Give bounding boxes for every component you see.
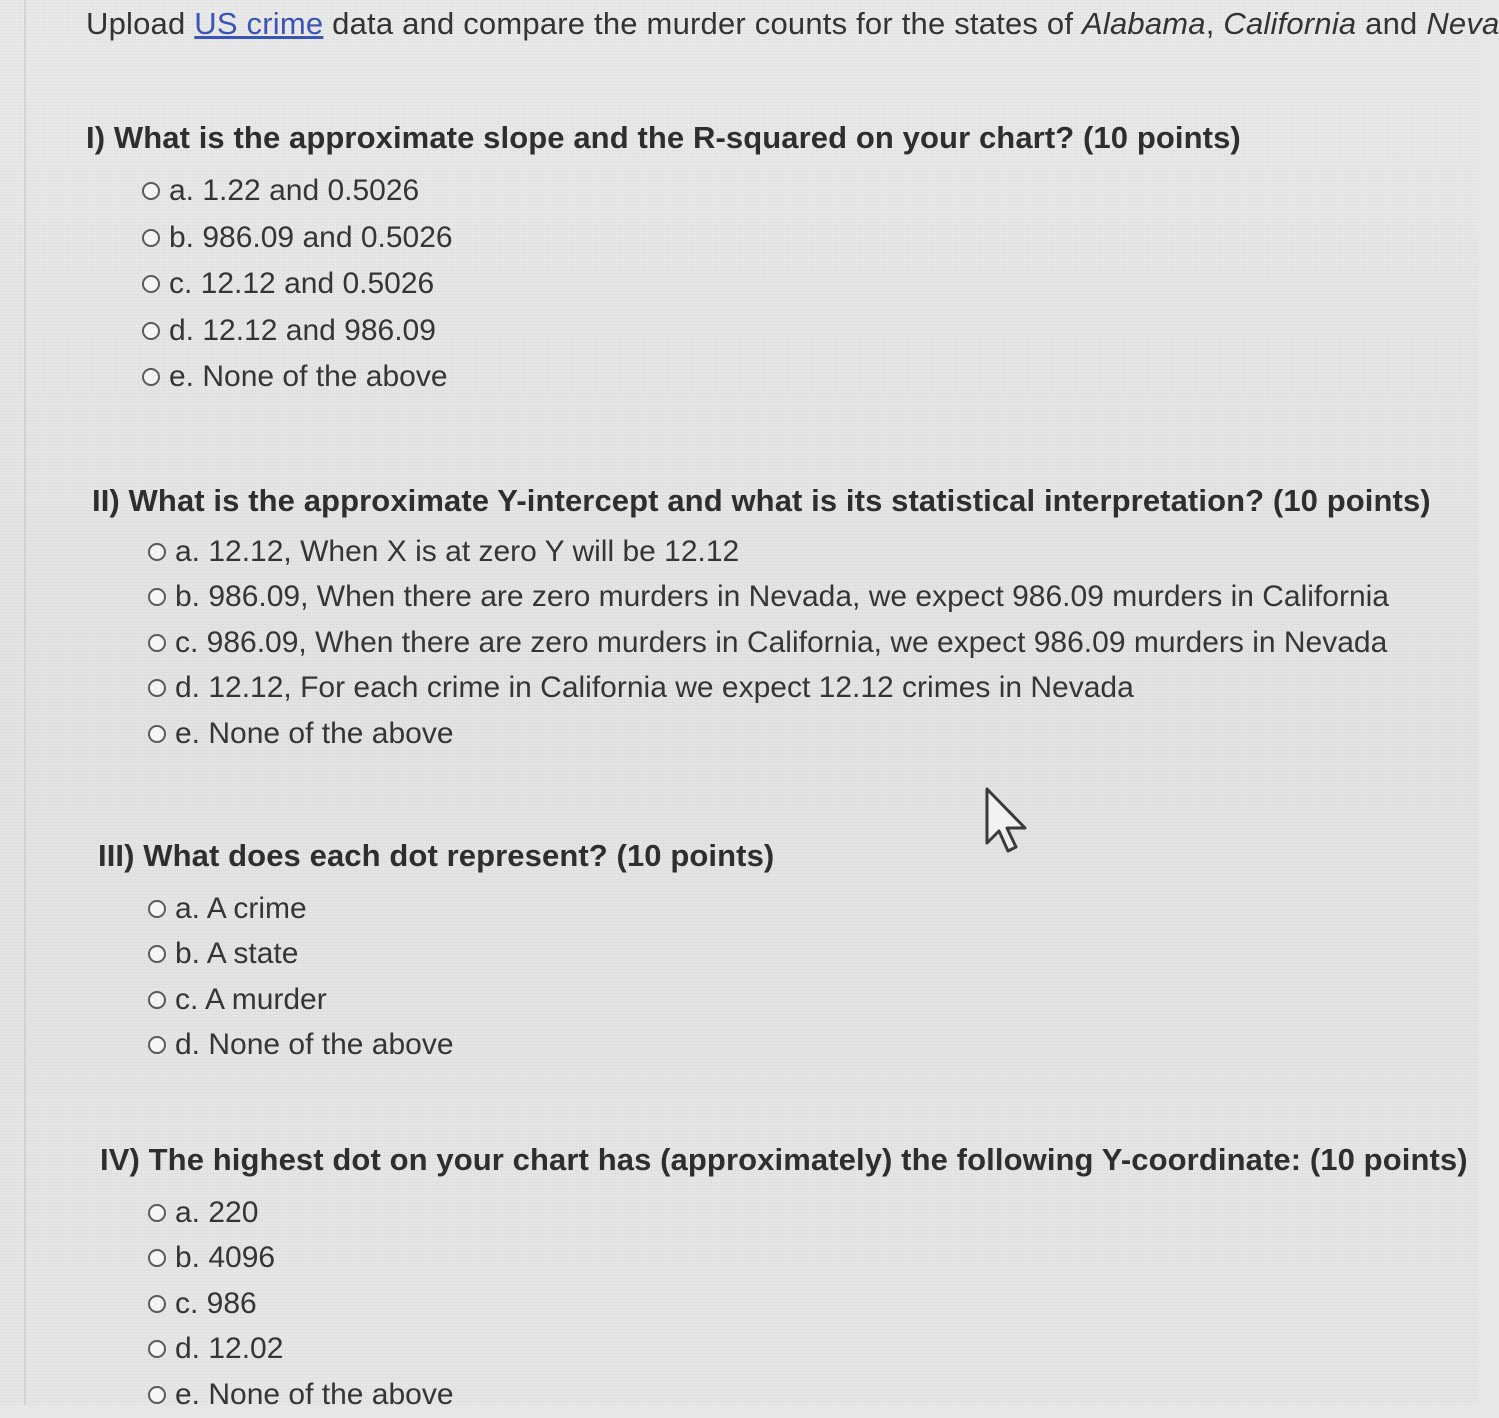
q2-option-e[interactable]	[148, 711, 1431, 757]
mouse-pointer-icon	[983, 787, 1033, 855]
question-3-options	[148, 886, 774, 1068]
question-3-title: III) What does each dot represent? (10 points)	[98, 838, 775, 873]
question-4	[100, 1142, 1468, 1418]
q3-option-c[interactable]	[148, 977, 774, 1023]
intro-separator: ,	[1205, 6, 1224, 41]
q4-option-a[interactable]	[148, 1190, 1468, 1236]
q2-option-a[interactable]	[148, 529, 1431, 575]
question-3	[98, 838, 774, 1068]
q1-option-d[interactable]	[142, 308, 1241, 355]
option-label: e. None of the above	[175, 716, 454, 750]
question-2-title: II) What is the approximate Y-intercept and what is its statistical interpretation? (10 points)	[92, 483, 1431, 518]
radio-button-icon[interactable]	[148, 900, 166, 918]
option-label: d. 12.12, For each crime in California we expect 12.12 crimes in Nevada	[175, 671, 1134, 705]
option-label: d. 12.12 and 986.09	[169, 313, 436, 347]
intro-prefix: Upload	[86, 6, 195, 41]
radio-button-icon[interactable]	[142, 182, 160, 200]
option-label: a. A crime	[175, 891, 307, 925]
radio-button-icon[interactable]	[148, 634, 166, 652]
option-label: b. A state	[175, 937, 299, 971]
q3-option-a[interactable]	[148, 886, 774, 932]
q4-option-b[interactable]	[148, 1236, 1468, 1282]
instructions-text	[86, 6, 1499, 42]
option-label: e. None of the above	[169, 360, 448, 394]
question-1-title: I) What is the approximate slope and the R-squared on your chart? (10 points)	[86, 120, 1241, 155]
q2-option-d[interactable]	[148, 666, 1431, 712]
option-label: a. 12.12, When X is at zero Y will be 12.12	[175, 534, 740, 568]
q4-option-d[interactable]	[148, 1327, 1468, 1373]
option-label: c. A murder	[175, 982, 327, 1016]
question-4-title: IV) The highest dot on your chart has (approximately) the following Y-coordinate: (10 points)	[100, 1142, 1468, 1177]
q4-option-c[interactable]	[148, 1281, 1468, 1327]
radio-button-icon[interactable]	[148, 1340, 166, 1358]
q2-option-b[interactable]	[148, 575, 1431, 621]
question-1	[86, 120, 1241, 401]
radio-button-icon[interactable]	[142, 368, 160, 386]
q1-option-b[interactable]	[142, 215, 1241, 262]
left-divider	[24, 0, 26, 1405]
radio-button-icon[interactable]	[148, 543, 166, 561]
radio-button-icon[interactable]	[148, 1386, 166, 1404]
question-2	[92, 483, 1431, 757]
intro-conjunction: and	[1356, 6, 1427, 41]
option-label: b. 986.09 and 0.5026	[169, 220, 453, 254]
q3-option-b[interactable]	[148, 932, 774, 978]
option-label: b. 4096	[175, 1241, 276, 1275]
radio-button-icon[interactable]	[142, 275, 160, 293]
radio-button-icon[interactable]	[142, 229, 160, 247]
radio-button-icon[interactable]	[148, 991, 166, 1009]
q1-option-c[interactable]	[142, 261, 1241, 308]
radio-button-icon[interactable]	[142, 322, 160, 340]
radio-button-icon[interactable]	[148, 1204, 166, 1222]
option-label: d. None of the above	[175, 1028, 454, 1062]
radio-button-icon[interactable]	[148, 1036, 166, 1054]
q1-option-e[interactable]	[142, 354, 1241, 401]
option-label: c. 986.09, When there are zero murders in California, we expect 986.09 murders in Nevada	[175, 625, 1388, 659]
radio-button-icon[interactable]	[148, 588, 166, 606]
q3-option-d[interactable]	[148, 1023, 774, 1069]
radio-button-icon[interactable]	[148, 945, 166, 963]
q1-option-a[interactable]	[142, 168, 1241, 215]
option-label: d. 12.02	[175, 1332, 284, 1366]
option-label: a. 1.22 and 0.5026	[169, 174, 420, 208]
question-1-options	[142, 168, 1241, 401]
question-4-options	[148, 1190, 1468, 1418]
q4-option-e[interactable]	[148, 1372, 1468, 1418]
state-california: California	[1223, 6, 1357, 41]
us-crime-link[interactable]: US crime	[194, 6, 324, 41]
option-label: c. 986	[175, 1286, 257, 1320]
question-2-options	[148, 529, 1431, 757]
option-label: e. None of the above	[175, 1377, 454, 1411]
state-nevada-partial: Neva	[1426, 6, 1499, 41]
option-label: a. 220	[175, 1195, 259, 1229]
radio-button-icon[interactable]	[148, 1295, 166, 1313]
radio-button-icon[interactable]	[148, 679, 166, 697]
state-alabama: Alabama	[1082, 6, 1206, 41]
radio-button-icon[interactable]	[148, 1249, 166, 1267]
radio-button-icon[interactable]	[148, 725, 166, 743]
intro-middle: data and compare the murder counts for the states of	[323, 6, 1082, 41]
option-label: c. 12.12 and 0.5026	[169, 267, 435, 301]
option-label: b. 986.09, When there are zero murders in Nevada, we expect 986.09 murders in California	[175, 580, 1389, 614]
q2-option-c[interactable]	[148, 620, 1431, 666]
